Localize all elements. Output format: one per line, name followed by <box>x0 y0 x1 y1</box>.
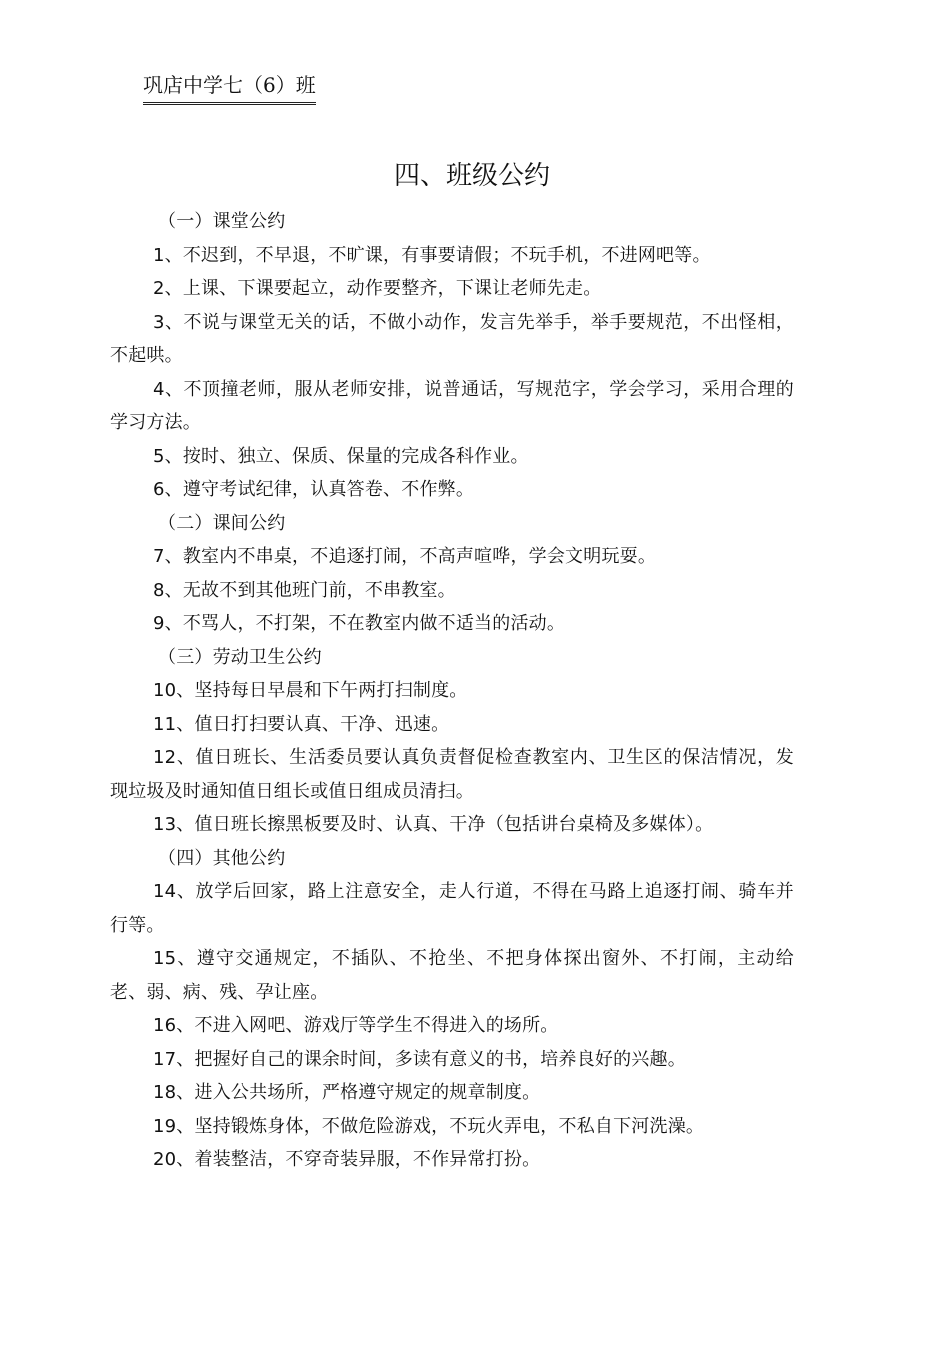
rule-item: 5、按时、独立、保质、保量的完成各科作业。 <box>153 445 529 467</box>
rule-item: 2、上课、下课要起立，动作要整齐，下课让老师先走。 <box>153 278 602 299</box>
convention-body <box>110 205 794 1177</box>
page-title: 四、班级公约 <box>393 161 550 191</box>
rule-item: 4、不顶撞老师，服从老师安排，说普通话，写规范字，学会学习，采用合理的学习方法。 <box>110 378 794 433</box>
rule-item: 14、放学后回家，路上注意安全，走人行道，不得在马路上追逐打闹、骑车并行等。 <box>110 881 794 936</box>
rule-item: 17、把握好自己的课余时间，多读有意义的书，培养良好的兴趣。 <box>153 1048 686 1070</box>
rule-item: 15、遵守交通规定，不插队、不抢坐、不把身体探出窗外、不打闹，主动给老、弱、病、残、孕让座。 <box>110 948 794 1003</box>
section-heading-classroom: （一）课堂公约 <box>158 211 286 232</box>
rule-item: 19、坚持锻炼身体，不做危险游戏，不玩火弄电，不私自下河洗澡。 <box>153 1115 705 1137</box>
rule-item: 9、不骂人，不打架，不在教室内做不适当的活动。 <box>153 613 566 634</box>
rule-item: 3、不说与课堂无关的话，不做小动作，发言先举手，举手要规范，不出怪相，不起哄。 <box>110 311 794 366</box>
rule-item: 11、值日打扫要认真、干净、迅速。 <box>153 713 450 735</box>
rule-item: 20、着装整洁，不穿奇装异服，不作异常打扮。 <box>153 1149 541 1170</box>
class-header: 巩店中学七（6）班 <box>143 70 316 105</box>
rule-item: 12、值日班长、生活委员要认真负责督促检查教室内、卫生区的保洁情况，发现垃圾及时通知值日组长或值日组成员清扫。 <box>110 747 794 802</box>
section-heading-hygiene: （三）劳动卫生公约 <box>158 646 322 668</box>
rule-item: 13、值日班长擦黑板要及时、认真、干净（包括讲台桌椅及多媒体）。 <box>153 814 714 835</box>
rule-item: 7、教室内不串桌，不追逐打闹，不高声喧哗，学会文明玩耍。 <box>153 546 657 567</box>
rule-item: 1、不迟到，不早退，不旷课，有事要请假；不玩手机，不进网吧等。 <box>153 244 711 266</box>
rule-item: 8、无故不到其他班门前，不串教室。 <box>153 579 456 601</box>
rule-item: 6、遵守考试纪律，认真答卷、不作弊。 <box>153 479 475 500</box>
section-heading-other: （四）其他公约 <box>158 847 286 869</box>
rule-item: 18、进入公共场所，严格遵守规定的规章制度。 <box>153 1082 541 1103</box>
section-heading-break: （二）课间公约 <box>158 512 286 534</box>
rule-item: 10、坚持每日早晨和下午两打扫制度。 <box>153 680 468 701</box>
rule-item: 16、不进入网吧、游戏厅等学生不得进入的场所。 <box>153 1015 559 1036</box>
